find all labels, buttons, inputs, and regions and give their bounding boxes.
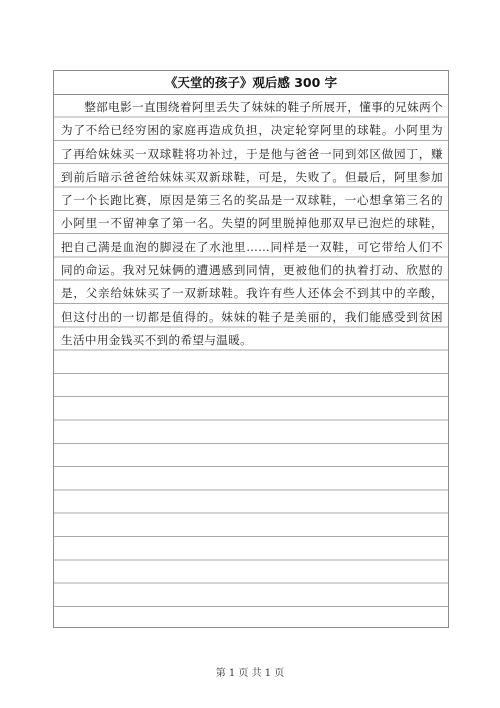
essay-title: 《天堂的孩子》观后感 300 字 [54,71,448,95]
essay-body: 整部电影一直围绕着阿里丢失了妹妹的鞋子所展开，懂事的兄妹两个为了不给已经穷困的家庭再造成负担，决定轮穿阿里的球鞋。小阿里为了再给妹妹买一双球鞋将功补过，于是他与爸爸一同到郊区做园丁，赚到前后暗示爸爸给妹妹买双新球鞋，可是，失败了。但最后，阿里参加了一个长跑比赛，原因是第三名的奖品是一双球鞋，一心想拿第三名的小阿里一不留神拿了第一名。失望的阿里脱掉他那双早已泡烂的球鞋，把自己满是血泡的脚浸在了水池里……同样是一双鞋，可它带给人们不同的命运。我对兄妹俩的遭遇感到同情，更被他们的执着打动、欣慰的是，父亲给妹妹买了一双新球鞋。我许有些人还体会不到其中的辛酸，但这付出的一切都是值得的。妹妹的鞋子是美丽的，我们能感受到贫困生活中用金钱买不到的希望与温暖。 [61,100,443,347]
page-footer: 第 1 页 共 1 页 [215,668,285,679]
essay-sheet [53,70,449,628]
